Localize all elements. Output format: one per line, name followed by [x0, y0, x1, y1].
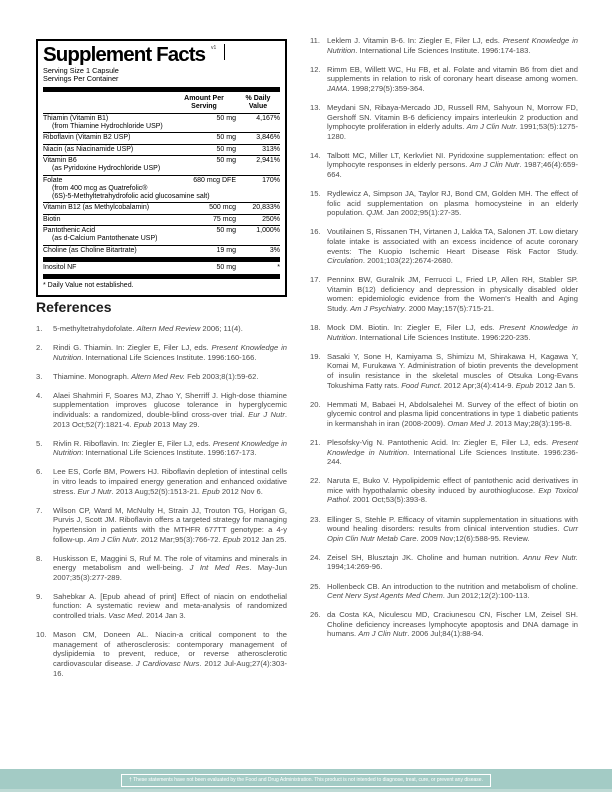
nutrient-name: Niacin (as Niacinamide USP): [43, 145, 134, 153]
nutrient-subtext: (as d-Calcium Pantothenate USP): [52, 235, 158, 243]
citation-text: . International Life Sciences Institute. 1996:174-183.: [355, 45, 531, 55]
citation-text: Huskisson E, Maggini S, Ruf M. The role of vitamins and minerals in energy metabolism and well-being.: [53, 553, 287, 573]
dv-header-line1: % Daily: [245, 94, 271, 102]
nutrient-daily-value: 170%: [262, 176, 280, 184]
journal-title: JAMA: [327, 83, 348, 93]
citation-text: Leklem J. Vitamin B-6. In: Ziegler E, Filer LJ, eds.: [327, 36, 503, 45]
journal-title: Vasc Med: [108, 611, 142, 621]
journal-title: Epub: [515, 380, 534, 390]
reference-number: 20.: [310, 399, 321, 409]
citation-text: 2013 May 29.: [151, 419, 200, 429]
journal-title: Present Knowledge in Nutrition: [327, 323, 578, 342]
journal-title: Altern Med Rev.: [131, 371, 185, 381]
daily-value-header: [236, 95, 280, 111]
nutrient-amount: 50 mg: [216, 145, 236, 153]
nutrient-amount: 50 mg: [216, 134, 236, 142]
reference-text: [327, 400, 578, 429]
nutrient-row: [43, 175, 280, 203]
nutrient-row-line: [43, 227, 280, 235]
citation-text: 1991;53(5):1275-1280.: [327, 122, 578, 141]
citation-text: : International Life Sciences Institute. 1996:167-173.: [81, 448, 257, 458]
reference-item: [310, 227, 578, 265]
reference-item: [36, 439, 287, 458]
reference-text: [53, 592, 287, 621]
nutrient-daily-value: 3%: [269, 246, 280, 254]
reference-number: 18.: [310, 323, 321, 333]
nutrient-daily-value: 3,846%: [256, 134, 280, 142]
reference-item: [36, 372, 287, 382]
nutrient-row-line: [43, 177, 280, 185]
reference-text: [53, 554, 287, 583]
citation-text: Rimm EB, Willett WC, Hu FB, et al. Folate and vitamin B6 from diet and supplements in relation to risk of coronary heart disease among women.: [327, 64, 578, 84]
reference-text: [327, 151, 578, 180]
journal-title: Present Knowledge in Nutrition: [327, 438, 578, 457]
citation-text: Rindi G. Thiamin. In: Ziegler E, Filer LJ, eds.: [53, 343, 212, 353]
journal-title: Food Funct: [401, 380, 440, 390]
supplement-facts-title-text: Supplement Facts: [43, 43, 206, 66]
nutrient-name: Vitamin B12 (as Methylcobalamin): [43, 204, 150, 212]
reference-number: 10.: [36, 630, 47, 640]
nutrient-row: [43, 202, 280, 213]
reference-number: 6.: [36, 467, 43, 477]
citation-text: Zeisel SH, Blusztajn JK. Choline and human nutrition.: [327, 552, 523, 562]
citation-text: . International Life Sciences Institute. 1996:236-244.: [327, 447, 578, 467]
nutrient-daily-value: 1,000%: [256, 227, 280, 235]
reference-text: [53, 439, 287, 458]
nutrient-row: [43, 214, 280, 225]
reference-item: [310, 476, 578, 505]
journal-title: Epub: [222, 534, 241, 544]
citation-text: . 2009 Nov;12(6):588-95. Review.: [416, 533, 530, 543]
nutrient-row-line: [43, 247, 280, 255]
reference-text: [327, 352, 578, 390]
nutrient-amount: 680 mcg DFE: [193, 176, 236, 184]
nutrition-table-header: [43, 92, 280, 114]
reference-text: [327, 553, 578, 572]
citation-text: da Costa KA, Niculescu MD, Craciunescu CN, Fischer LM, Zeisel SH. Choline deficiency increases lymphocyte apoptosis and DNA damage in humans.: [327, 610, 578, 639]
nutrient-amount: 50 mg: [216, 114, 236, 122]
citation-text: Hemmati M, Babaei H, Abdolsalehei M. Survey of the effect of biotin on glycemic control and plasma lipid concentrations in type 1 diabetic patients in kermanshah in iran (2008-2009).: [327, 399, 578, 428]
nutrient-amount: 500 mcg: [209, 204, 236, 212]
reference-item: [36, 630, 287, 678]
journal-title: Oman Med J: [447, 418, 491, 428]
nutrient-name: Inositol NF: [43, 263, 77, 271]
citation-text: Ellinger S, Stehle P. Efficacy of vitamin supplementation in situations with wound healing disorders: results from clinical intervention studies.: [327, 514, 578, 534]
journal-title: J Cardiovasc Nurs: [135, 658, 200, 668]
nutrient-row-line: [43, 115, 280, 123]
serving-size: Serving Size 1 Capsule: [43, 66, 119, 75]
citation-text: . 1987;46(4):659-664.: [327, 160, 578, 180]
nutrient-amount: 19 mg: [216, 246, 236, 254]
reference-text: [53, 324, 287, 334]
citation-text: . 1998;279(5):359-364.: [347, 83, 425, 93]
nutrient-row: [43, 144, 280, 155]
journal-title: Epub: [133, 419, 152, 429]
journal-title: Am J Clin Nutr.: [466, 122, 518, 132]
reference-text: [327, 65, 578, 94]
reference-text: [53, 630, 287, 678]
nutrient-amount: 50 mg: [216, 157, 236, 164]
nutrient-row-line: [43, 264, 280, 272]
citation-text: Hollenbeck CB. An introduction to the nutrition and metabolism of choline.: [327, 581, 578, 591]
citation-text: 5-methyltetrahydofolate.: [53, 324, 137, 333]
reference-number: 7.: [36, 505, 43, 515]
citation-text: Voutilainen S, Rissanen TH, Virtanen J, Lakka TA, Salonen JT. Low dietary folate intake is associated with an excess incidence of acute coronary events: The Kuopio Ischemic Heart Disease Risk Factor Study.: [327, 227, 579, 256]
journal-title: Present Knowledge in Nutrition: [53, 343, 287, 362]
reference-item: [36, 467, 287, 496]
title-rule: [224, 44, 225, 60]
nutrient-daily-value: *: [277, 263, 280, 271]
references-column-right: [310, 36, 578, 649]
nutrient-subtext: (6S)-5-Methyltetrahydrofolic acid glucosamine salt): [52, 193, 210, 201]
reference-item: [310, 582, 578, 601]
reference-number: 14.: [310, 150, 321, 160]
reference-text: [327, 515, 578, 544]
reference-text: [327, 582, 578, 601]
reference-item: [310, 610, 578, 639]
nutrient-amount: 50 mg: [216, 263, 236, 271]
reference-text: [327, 323, 578, 342]
citation-text: Naruta E, Buko V. Hypolipidemic effect of pantothenic acid derivatives in mice with hypothalamic obesity induced by aurothioglucose.: [327, 476, 578, 495]
citation-text: . 2013 May;28(3):195-8.: [490, 418, 572, 428]
reference-number: 4.: [36, 390, 43, 400]
reference-item: [310, 189, 578, 218]
amount-header-line2: Serving: [191, 102, 217, 110]
reference-item: [36, 506, 287, 544]
nutrient-row: [43, 155, 280, 175]
reference-item: [310, 103, 578, 141]
journal-title: QJM.: [366, 208, 385, 218]
reference-number: 26.: [310, 610, 321, 620]
reference-item: [310, 36, 578, 55]
nutrient-row: [43, 225, 280, 245]
footer-disclaimer-text: † These statements have not been evaluated by the Food and Drug Administration. This product is not intended to diagnose, treat, cure, or prevent any disease.: [121, 774, 491, 786]
reference-number: 2.: [36, 343, 43, 353]
journal-title: Epub: [202, 486, 220, 496]
citation-text: Rivlin R. Riboflavin. In: Ziegler E, Filer LJ, eds.: [53, 438, 213, 448]
reference-number: 8.: [36, 553, 43, 563]
journal-title: Altern Med Review: [136, 324, 201, 333]
reference-number: 23.: [310, 514, 321, 524]
reference-number: 24.: [310, 552, 321, 562]
reference-text: [327, 36, 578, 55]
citation-text: . International Life Sciences Institute. 1996:160-166.: [81, 352, 257, 362]
references-column-left: [36, 299, 287, 688]
footer-disclaimer-bar: [0, 769, 612, 792]
nutrient-name: Folate: [43, 176, 63, 184]
nutrient-daily-value: 20,833%: [252, 204, 280, 212]
citation-text: Wilson CP, Ward M, McNulty H, Strain JJ, Trouton TG, Horigan G, Purvis J, Scott JM. Riboflavin offers a targeted strategy for managing hypertension in patients with the MTHFR 677TT genotype: a 4-y follow-up.: [53, 505, 287, 544]
citation-text: . 2014 Jan 3.: [141, 611, 186, 621]
nutrient-row-line: [43, 157, 280, 165]
journal-title: Cent Nerv Syst Agents Med Chem: [327, 591, 443, 601]
journal-title: Curr Opin Clin Nutr Metab Care: [327, 524, 578, 543]
reference-item: [310, 65, 578, 94]
citation-text: Lee ES, Corfe BM, Powers HJ. Riboflavin depletion of intestinal cells in vitro leads to impaired energy generation and enhanced oxidative stress.: [53, 467, 287, 496]
nutrient-row-line: [43, 216, 280, 224]
nutrient-row: [43, 132, 280, 143]
reference-text: [327, 610, 578, 639]
journal-title: Eur J Nutr: [77, 486, 112, 496]
references-heading: References: [36, 299, 112, 315]
reference-number: 1.: [36, 324, 43, 333]
version-mark: v1: [211, 45, 217, 51]
reference-item: [310, 323, 578, 342]
nutrient-subtext: (as Pyridoxine Hydrochloride USP): [52, 165, 161, 173]
reference-item: [36, 343, 287, 362]
citation-text: . 2013 Aug;52(5):1513-21.: [111, 486, 203, 496]
nutrient-amount: 75 mcg: [213, 215, 236, 223]
nutrient-subtext: (from Thiamine Hydrochloride USP): [52, 123, 163, 131]
reference-text: [53, 467, 287, 496]
citation-text: Plesofsky-Vig N. Pantothenic Acid. In: Ziegler E, Filer LJ, eds.: [327, 438, 552, 447]
reference-number: 16.: [310, 227, 321, 237]
citation-text: 2006; 11(4).: [200, 324, 243, 333]
nutrient-subtext: (from 400 mcg as Quatrefolic®: [52, 184, 148, 192]
citation-text: Jan 2002;95(1):27-35.: [384, 208, 462, 218]
reference-text: [327, 103, 578, 141]
citation-text: Meydani SN, Ribaya-Mercado JD, Russell RM, Sahyoun N, Morrow FD, Gershoff SN. Vitamin B-6 deficiency impairs interleukin 2 production and lymphocyte proliferation in elderly adults.: [327, 102, 578, 132]
citation-text: Rydlewicz A, Simpson JA, Taylor RJ, Bond CM, Golden MH. The effect of folic acid supplementation on plasma homocysteine in an elderly population.: [327, 189, 578, 218]
journal-title: Am J Clin Nutr: [358, 629, 408, 639]
reference-number: 12.: [310, 64, 321, 74]
reference-number: 21.: [310, 438, 321, 447]
reference-text: [327, 227, 578, 265]
journal-title: Eur J Nutr: [248, 410, 285, 420]
reference-number: 3.: [36, 371, 43, 381]
citation-text: . 2012 Mar;95(3):766-72.: [136, 534, 223, 544]
citation-text: Sasaki Y, Sone H, Kamiyama S, Shimizu M, Shirakawa H, Kagawa Y, Komai M, Furukawa Y. Administration of biotin prevents the development of insulin resistance in the skeletal muscles of Otsuka Long-Evans Tokushima Fatty rats.: [327, 351, 578, 390]
citation-text: Alaei Shahmiri F, Soares MJ, Zhao Y, Sherriff J. High-dose thiamine supplementation improves glucose tolerance in hyperglycemic individuals: a randomized, double-blind cross-over trial.: [53, 390, 287, 420]
journal-title: Circulation: [327, 256, 363, 266]
nutrient-amount: 50 mg: [216, 227, 236, 235]
journal-title: J Int Med Res: [189, 563, 250, 573]
citation-text: Sahebkar A. [Epub ahead of print] Effect of niacin on endothelial function: A systematic review and meta-analysis of randomized controlled trials.: [53, 591, 287, 621]
citation-text: 1994;14:269-96.: [327, 562, 383, 572]
journal-title: Annu Rev Nutr.: [522, 552, 579, 562]
reference-number: 15.: [310, 189, 321, 199]
reference-number: 22.: [310, 476, 321, 486]
nutrient-daily-value: 4,167%: [256, 114, 280, 122]
citation-text: . 2012 Apr;3(4):414-9.: [439, 380, 516, 390]
references-column-right-items: [310, 36, 578, 639]
nutrient-name: Biotin: [43, 215, 61, 223]
references-column-left-items: [36, 324, 287, 678]
reference-item: [36, 592, 287, 621]
journal-title: Present Knowledge in Nutrition: [53, 438, 287, 458]
reference-item: [310, 400, 578, 429]
daily-value-footnote: * Daily Value not established.: [43, 282, 134, 290]
nutrient-rows: [43, 114, 280, 279]
supplement-facts-panel: [36, 39, 287, 297]
reference-item: [310, 553, 578, 572]
reference-item: [36, 391, 287, 429]
nutrient-name: Thiamin (Vitamin B1): [43, 114, 109, 122]
citation-text: . Jun 2012;12(2):100-113.: [442, 591, 530, 601]
reference-number: 11.: [310, 36, 320, 45]
reference-item: [36, 554, 287, 583]
amount-per-serving-header: [172, 95, 236, 111]
citation-text: Mock DM. Biotin. In: Ziegler E, Filer LJ, eds.: [327, 323, 500, 333]
citation-text: . 2001 Oct;53(5):393-8.: [348, 495, 428, 505]
citation-text: . 2013 Oct;52(7):1821-4.: [53, 410, 287, 429]
reference-item: [36, 324, 287, 334]
journal-title: Am J Clin Nutr: [469, 160, 520, 170]
nutrient-row-line: [43, 134, 280, 142]
citation-text: Talbott MC, Miller LT, Kerkvliet NI. Pyridoxine supplementation: effect on lymphocyte responses in elderly persons.: [327, 150, 578, 170]
amount-header-line1: Amount Per: [184, 94, 224, 102]
nutrient-row: [43, 245, 280, 256]
nutrient-row: [43, 114, 280, 133]
reference-text: [327, 275, 578, 313]
nutrient-name: Choline (as Choline Bitartrate): [43, 246, 137, 254]
citation-text: 2012 Jan 5.: [533, 380, 576, 390]
citation-text: . 2012 Jul-Aug;27(4):303-16.: [53, 658, 287, 678]
journal-title: Exp Toxicol Pathol: [327, 485, 578, 505]
reference-item: [310, 275, 578, 313]
reference-item: [310, 352, 578, 390]
reference-text: [53, 372, 287, 382]
reference-item: [310, 515, 578, 544]
nutrient-name: Riboflavin (Vitamin B2 USP): [43, 134, 131, 142]
reference-number: 19.: [310, 351, 321, 361]
reference-item: [310, 151, 578, 180]
reference-text: [53, 391, 287, 429]
reference-number: 17.: [310, 275, 321, 285]
reference-number: 9.: [36, 591, 43, 601]
journal-title: Present Knowledge in Nutrition: [327, 36, 578, 55]
supplement-facts-title: [43, 44, 280, 65]
citation-text: . 2006 Jul;84(1):88-94.: [407, 629, 484, 639]
nutrient-name: Pantothenic Acid: [43, 227, 96, 235]
dv-header-line2: Value: [248, 102, 268, 110]
reference-text: [327, 476, 578, 505]
reference-text: [53, 343, 287, 362]
reference-text: [327, 438, 578, 467]
nutrient-name: Vitamin B6: [43, 157, 77, 164]
nutrient-row-line: [43, 204, 280, 212]
citation-text: . 2000 May;157(5):715-21.: [404, 304, 495, 314]
nutrient-daily-value: 2,941%: [256, 157, 280, 164]
nutrient-daily-value: 250%: [262, 215, 280, 223]
reference-text: [53, 506, 287, 544]
citation-text: Feb 2003;8(1):59-62.: [184, 371, 259, 381]
citation-text: . May-Jun 2007;35(3):277-289.: [53, 563, 287, 582]
reference-text: [327, 189, 578, 218]
citation-text: Penninx BW, Guralnik JM, Ferrucci L, Fried LP, Allen RH, Stabler SP. Vitamin B(12) deficiency and depression in physically disabled older women: epidemiologic evidence from the Women's Health and Aging Study.: [327, 275, 578, 314]
citation-text: Thiamine. Monograph.: [53, 371, 132, 381]
citation-text: 2012 Nov 6.: [219, 486, 263, 496]
citation-text: . International Life Sciences Institute. 1996:220-235.: [355, 332, 531, 342]
citation-text: Mason CM, Doneen AL. Niacin-a critical component to the management of atherosclerosis: contemporary management of dyslipidemia to prevent, reduce, or reverse atherosclerotic cardiovascular disease.: [53, 630, 287, 668]
citation-text: . 2001;103(22):2674-2680.: [362, 256, 453, 266]
reference-number: 13.: [310, 102, 321, 112]
divider-bar: [43, 257, 280, 262]
reference-number: 25.: [310, 581, 321, 591]
nutrient-row-line: [43, 146, 280, 154]
reference-number: 5.: [36, 438, 43, 448]
nutrient-row: [43, 263, 280, 273]
journal-title: Am J Clin Nutr: [87, 534, 137, 544]
reference-item: [310, 438, 578, 467]
citation-text: 2012 Jan 25.: [240, 534, 287, 544]
servings-per-container: Servings Per Container: [43, 74, 119, 84]
divider-bar: [43, 274, 280, 279]
nutrient-daily-value: 313%: [262, 145, 280, 153]
journal-title: Am J Psychiatry: [350, 304, 405, 314]
